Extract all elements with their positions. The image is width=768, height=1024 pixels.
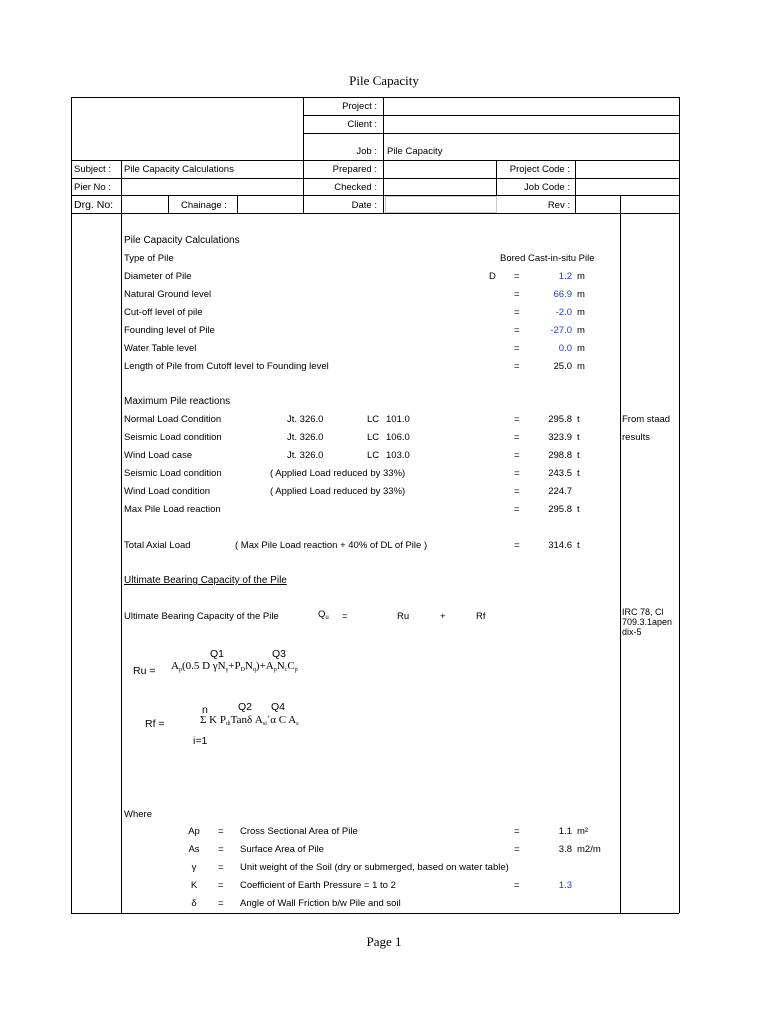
rf-formula-label: Rf =	[145, 718, 165, 730]
where-symbol: γ	[191, 862, 197, 873]
ubc-label: Ultimate Bearing Capacity of the Pile	[124, 611, 279, 622]
property-symbol: D	[489, 271, 496, 282]
property-unit: m	[577, 325, 585, 336]
date-input[interactable]	[385, 196, 497, 213]
reaction-eq: =	[514, 468, 520, 479]
reaction-lc: 103.0	[386, 450, 410, 461]
where-symbol: As	[188, 844, 200, 855]
property-label: Diameter of Pile	[124, 271, 192, 282]
reaction-eq: =	[514, 504, 520, 515]
reaction-lc-label: LC	[367, 450, 380, 461]
reaction-joint: Jt. 326.0	[287, 432, 324, 443]
where-description: Unit weight of the Soil (dry or submerged, based on water table)	[240, 862, 509, 873]
property-unit: m	[577, 343, 585, 354]
reaction-value: 243.5	[548, 468, 572, 479]
where-eq: =	[218, 898, 224, 909]
q1-label: Q1	[210, 648, 225, 660]
where-symbol: Ap	[188, 826, 200, 837]
ru-formula-label: Ru =	[133, 665, 156, 677]
property-unit: m	[577, 289, 585, 300]
reaction-remark: From staad	[622, 414, 671, 425]
property-eq: =	[514, 307, 520, 318]
job-code-label: Job Code :	[524, 182, 570, 193]
where-symbol: δ	[191, 898, 197, 909]
ubc-eq: =	[342, 611, 348, 622]
n-label: n	[202, 704, 208, 716]
where-value: 3.8	[558, 844, 572, 855]
property-label: Natural Ground level	[124, 289, 212, 300]
where-description: Surface Area of Pile	[240, 844, 324, 855]
where-label: Where	[124, 809, 152, 820]
where-eq: =	[218, 862, 224, 873]
subject-label: Subject :	[74, 164, 111, 175]
reaction-label: Seismic Load condition	[124, 468, 222, 479]
rf-term: Rf	[476, 611, 486, 622]
where-eq2: =	[514, 826, 520, 837]
property-label: Length of Pile from Cutoff level to Founding level	[124, 361, 329, 372]
irc-remark: IRC 78, Cl 709.3.1apen dix-5	[622, 607, 673, 637]
section2-heading: Maximum Pile reactions	[124, 396, 231, 407]
section3-heading: Ultimate Bearing Capacity of the Pile	[124, 575, 287, 586]
property-value: -2.0	[555, 307, 572, 318]
property-eq: =	[514, 325, 520, 336]
total-axial-eq: =	[514, 540, 520, 551]
page-title: Pile Capacity	[349, 73, 419, 88]
property-unit: m	[577, 361, 585, 372]
total-axial-label: Total Axial Load	[124, 540, 191, 551]
where-description: Cross Sectional Area of Pile	[240, 826, 358, 837]
prepared-label: Prepared :	[332, 164, 377, 175]
reaction-value: 224.7	[548, 486, 572, 497]
property-label: Water Table level	[124, 343, 197, 354]
where-unit: m²	[577, 826, 589, 837]
q3-label: Q3	[272, 648, 287, 660]
rev-label: Rev :	[547, 200, 570, 211]
reaction-note: ( Applied Load reduced by 33%)	[270, 468, 406, 479]
rf-formula: Σ K $P_{di}Tan\delta$ $A_{si}^+\alpha$ C $A_s$	[200, 714, 299, 727]
where-value: 1.1	[558, 826, 572, 837]
total-axial-note: ( Max Pile Load reaction + 40% of DL of Pile )	[235, 540, 428, 551]
reaction-lc-label: LC	[367, 432, 380, 443]
reaction-value: 295.8	[548, 504, 572, 515]
client-label: Client :	[347, 119, 377, 130]
chainage-label: Chainage :	[181, 200, 227, 211]
property-value: 1.2	[558, 271, 572, 282]
property-value: 0.0	[558, 343, 572, 354]
q2-label: Q2	[238, 701, 253, 713]
property-label: Founding level of Pile	[124, 325, 215, 336]
property-eq: =	[514, 271, 520, 282]
total-axial-unit: t	[577, 540, 580, 551]
where-eq: =	[218, 844, 224, 855]
job-value[interactable]: Pile Capacity	[387, 146, 443, 157]
reaction-unit: t	[577, 468, 580, 479]
project-code-label: Project Code :	[509, 164, 570, 175]
ru-formula: $A_p(0.5$ D $\gamma N_\gamma+P_DN_q)+A_pN_cC_p$	[171, 660, 298, 673]
reaction-value: 323.9	[548, 432, 572, 443]
reaction-eq: =	[514, 432, 520, 443]
property-eq: =	[514, 361, 520, 372]
where-eq: =	[218, 880, 224, 891]
q4-label: Q4	[271, 701, 286, 713]
property-label: Cut-off level of pile	[124, 307, 203, 318]
where-eq: =	[218, 826, 224, 837]
where-value: 1.3	[558, 880, 572, 891]
drg-label: Drg. No:	[74, 199, 114, 211]
reaction-joint: Jt. 326.0	[287, 414, 324, 425]
subject-value[interactable]: Pile Capacity Calculations	[124, 164, 234, 175]
reaction-unit: t	[577, 414, 580, 425]
total-axial-value: 314.6	[548, 540, 572, 551]
reaction-unit: t	[577, 432, 580, 443]
reaction-label: Wind Load condition	[124, 486, 211, 497]
reaction-remark: results	[622, 432, 650, 443]
reaction-value: 298.8	[548, 450, 572, 461]
property-unit: m	[577, 271, 585, 282]
property-eq: =	[514, 289, 520, 300]
page-footer: Page 1	[366, 934, 402, 949]
ru-term: Ru	[397, 611, 410, 622]
where-eq2: =	[514, 880, 520, 891]
reaction-label: Max Pile Load reaction	[124, 504, 221, 515]
property-value: 66.9	[553, 289, 572, 300]
where-description: Angle of Wall Friction b/w Pile and soil	[240, 898, 401, 909]
reaction-label: Normal Load Condition	[124, 414, 222, 425]
reaction-label: Seismic Load condition	[124, 432, 222, 443]
reaction-unit: t	[577, 504, 580, 515]
reaction-eq: =	[514, 414, 520, 425]
checked-label: Checked :	[334, 182, 377, 193]
reaction-unit: t	[577, 450, 580, 461]
reaction-lc: 101.0	[386, 414, 410, 425]
reaction-value: 295.8	[548, 414, 572, 425]
qu-symbol: $Q_u$	[318, 609, 329, 621]
where-eq2: =	[514, 844, 520, 855]
plus-sign: +	[440, 611, 446, 622]
pier-label: Pier No :	[74, 182, 111, 193]
i1-label: i=1	[193, 735, 208, 747]
pile-type-label: Type of Pile	[124, 253, 174, 264]
job-label: Job :	[356, 146, 377, 157]
where-description: Coefficient of Earth Pressure = 1 to 2	[240, 880, 396, 891]
reaction-note: ( Applied Load reduced by 33%)	[270, 486, 406, 497]
property-unit: m	[577, 307, 585, 318]
reaction-label: Wind Load case	[124, 450, 193, 461]
reaction-eq: =	[514, 486, 520, 497]
date-label: Date :	[351, 200, 377, 211]
where-symbol: K	[190, 880, 198, 891]
reaction-lc-label: LC	[367, 414, 380, 425]
property-value: 25.0	[553, 361, 572, 372]
project-label: Project :	[342, 101, 377, 112]
property-eq: =	[514, 343, 520, 354]
reaction-eq: =	[514, 450, 520, 461]
property-value: -27.0	[550, 325, 572, 336]
reaction-joint: Jt. 326.0	[287, 450, 324, 461]
section1-heading: Pile Capacity Calculations	[124, 235, 240, 246]
where-unit: m2/m	[577, 844, 601, 855]
reaction-lc: 106.0	[386, 432, 410, 443]
pile-type-value: Bored Cast-in-situ Pile	[500, 253, 595, 264]
